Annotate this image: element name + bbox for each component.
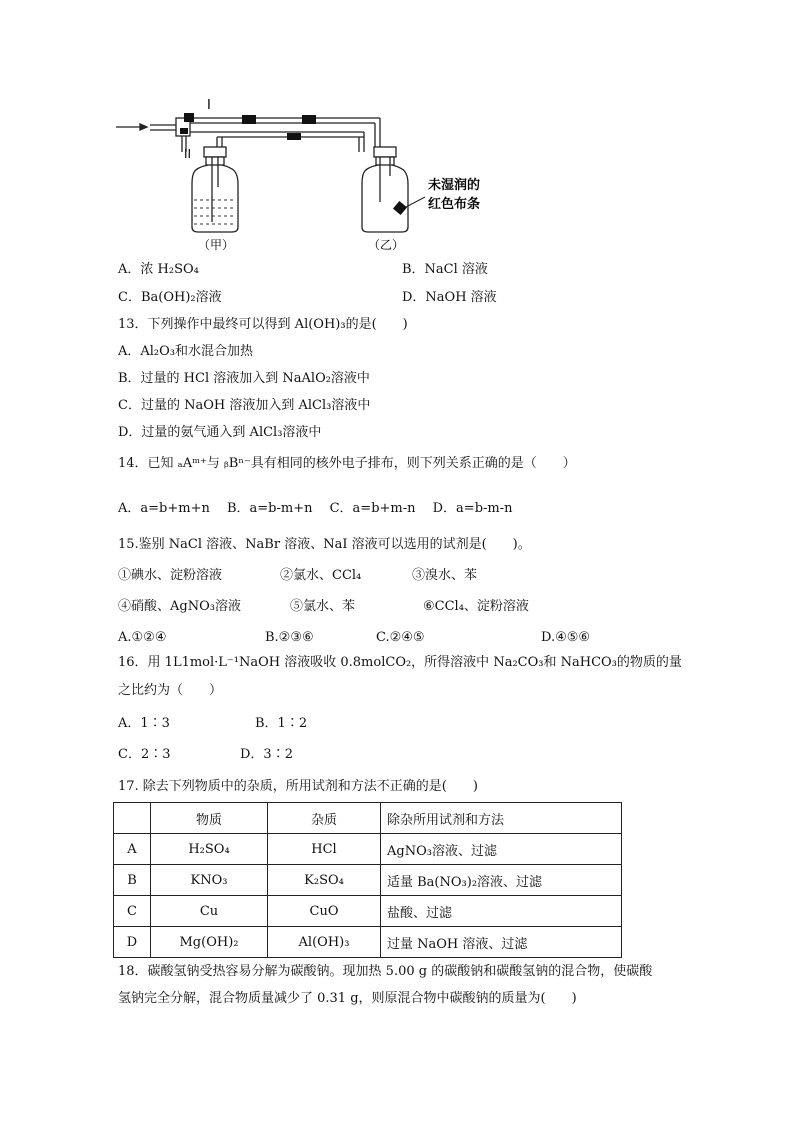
q14-options: A．a=b+m+n B．a=b-m+n C．a=b+m-n D．a=b-m-n bbox=[118, 501, 513, 516]
q16-option-d: D．3∶2 bbox=[240, 747, 293, 762]
q13-option-d: D．过量的氨气通入到 AlCl₃溶液中 bbox=[118, 425, 322, 440]
q15-reagent-5: ⑤氯水、苯 bbox=[290, 599, 356, 614]
q16-stem-line2: 之比约为（ ） bbox=[118, 683, 223, 698]
table-cell: 适量 Ba(NO₃)₂溶液、过滤 bbox=[381, 865, 622, 896]
table-header-cell bbox=[114, 803, 151, 834]
q15-reagent-4: ④硝酸、AgNO₃溶液 bbox=[118, 599, 241, 614]
table-cell: AgNO₃溶液、过滤 bbox=[381, 834, 622, 865]
table-cell: B bbox=[114, 865, 151, 896]
table-row bbox=[114, 927, 622, 958]
q13-option-a: A．Al₂O₃和水混合加热 bbox=[118, 344, 254, 359]
q12-option-c: C．Ba(OH)₂溶液 bbox=[118, 290, 222, 305]
label-II: II bbox=[184, 147, 192, 161]
table-cell: A bbox=[114, 834, 151, 865]
q13-option-b: B．过量的 HCl 溶液加入到 NaAlO₂溶液中 bbox=[118, 371, 370, 386]
q15-reagent-2: ②氯水、CCl₄ bbox=[280, 568, 362, 583]
table-header-cell: 物质 bbox=[151, 803, 268, 834]
table-row bbox=[114, 834, 622, 865]
q16-option-c: C．2∶3 bbox=[118, 747, 171, 762]
apparatus-figure bbox=[112, 92, 512, 254]
label-jia: （甲） bbox=[198, 238, 235, 252]
q14-stem: 14．已知 ₐAᵐ⁺与 ᵦBⁿ⁻具有相同的核外电子排布，则下列关系正确的是（ ） bbox=[118, 456, 576, 471]
table-cell: C bbox=[114, 896, 151, 927]
q12-option-b: B．NaCl 溶液 bbox=[402, 262, 488, 277]
q15-reagent-1: ①碘水、淀粉溶液 bbox=[118, 568, 223, 583]
table-header-cell: 杂质 bbox=[268, 803, 381, 834]
q18-line2: 氢钠完全分解，混合物质量减少了 0.31 g，则原混合物中碳酸钠的质量为( ) bbox=[118, 991, 577, 1006]
q15-stem: 15.鉴别 NaCl 溶液、NaBr 溶液、NaI 溶液可以选用的试剂是( )。 bbox=[118, 537, 531, 552]
table-cell: Cu bbox=[151, 896, 268, 927]
label-I: I bbox=[207, 98, 211, 113]
q15-option-a: A.①②④ bbox=[118, 630, 167, 645]
annotation-line2: 红色布条 bbox=[428, 197, 481, 212]
impurity-table bbox=[113, 802, 622, 958]
q17-stem: 17. 除去下列物质中的杂质，所用试剂和方法不正确的是( ) bbox=[118, 779, 478, 794]
table-cell: H₂SO₄ bbox=[151, 834, 268, 865]
q15-option-d: D.④⑤⑥ bbox=[541, 630, 591, 645]
q16-option-a: A．1∶3 bbox=[118, 716, 170, 731]
q15-option-c: C.②④⑤ bbox=[376, 630, 425, 645]
table-cell: D bbox=[114, 927, 151, 958]
q15-reagent-6: ⑥CCl₄、淀粉溶液 bbox=[423, 599, 529, 614]
table-cell: 盐酸、过滤 bbox=[381, 896, 622, 927]
q16-option-b: B．1∶2 bbox=[255, 716, 308, 731]
table-cell: CuO bbox=[268, 896, 381, 927]
q15-reagent-3: ③溴水、苯 bbox=[412, 568, 478, 583]
annotation-line1: 未湿润的 bbox=[428, 178, 481, 193]
table-cell: 过量 NaOH 溶液、过滤 bbox=[381, 927, 622, 958]
q13-option-c: C．过量的 NaOH 溶液加入到 AlCl₃溶液中 bbox=[118, 398, 371, 413]
table-cell: Al(OH)₃ bbox=[268, 927, 381, 958]
table-cell: K₂SO₄ bbox=[268, 865, 381, 896]
table-header-cell: 除杂所用试剂和方法 bbox=[381, 803, 622, 834]
table-header-row bbox=[114, 803, 622, 834]
q12-option-a: A．浓 H₂SO₄ bbox=[118, 262, 199, 277]
q15-option-b: B.②③⑥ bbox=[265, 630, 314, 645]
q18-line1: 18．碳酸氢钠受热容易分解为碳酸钠。现加热 5.00 g 的碳酸钠和碳酸氢钠的混合物，使碳酸 bbox=[118, 964, 653, 979]
table-cell: HCl bbox=[268, 834, 381, 865]
label-yi: （乙） bbox=[368, 238, 405, 252]
table-cell: Mg(OH)₂ bbox=[151, 927, 268, 958]
q16-stem-line1: 16．用 1L1mol·L⁻¹NaOH 溶液吸收 0.8molCO₂，所得溶液中 Na₂CO₃和 NaHCO₃的物质的量 bbox=[118, 655, 682, 670]
table-cell: KNO₃ bbox=[151, 865, 268, 896]
table-row bbox=[114, 896, 622, 927]
table-row bbox=[114, 865, 622, 896]
q13-stem: 13．下列操作中最终可以得到 Al(OH)₃的是( ) bbox=[118, 317, 408, 332]
q12-option-d: D．NaOH 溶液 bbox=[402, 290, 497, 305]
